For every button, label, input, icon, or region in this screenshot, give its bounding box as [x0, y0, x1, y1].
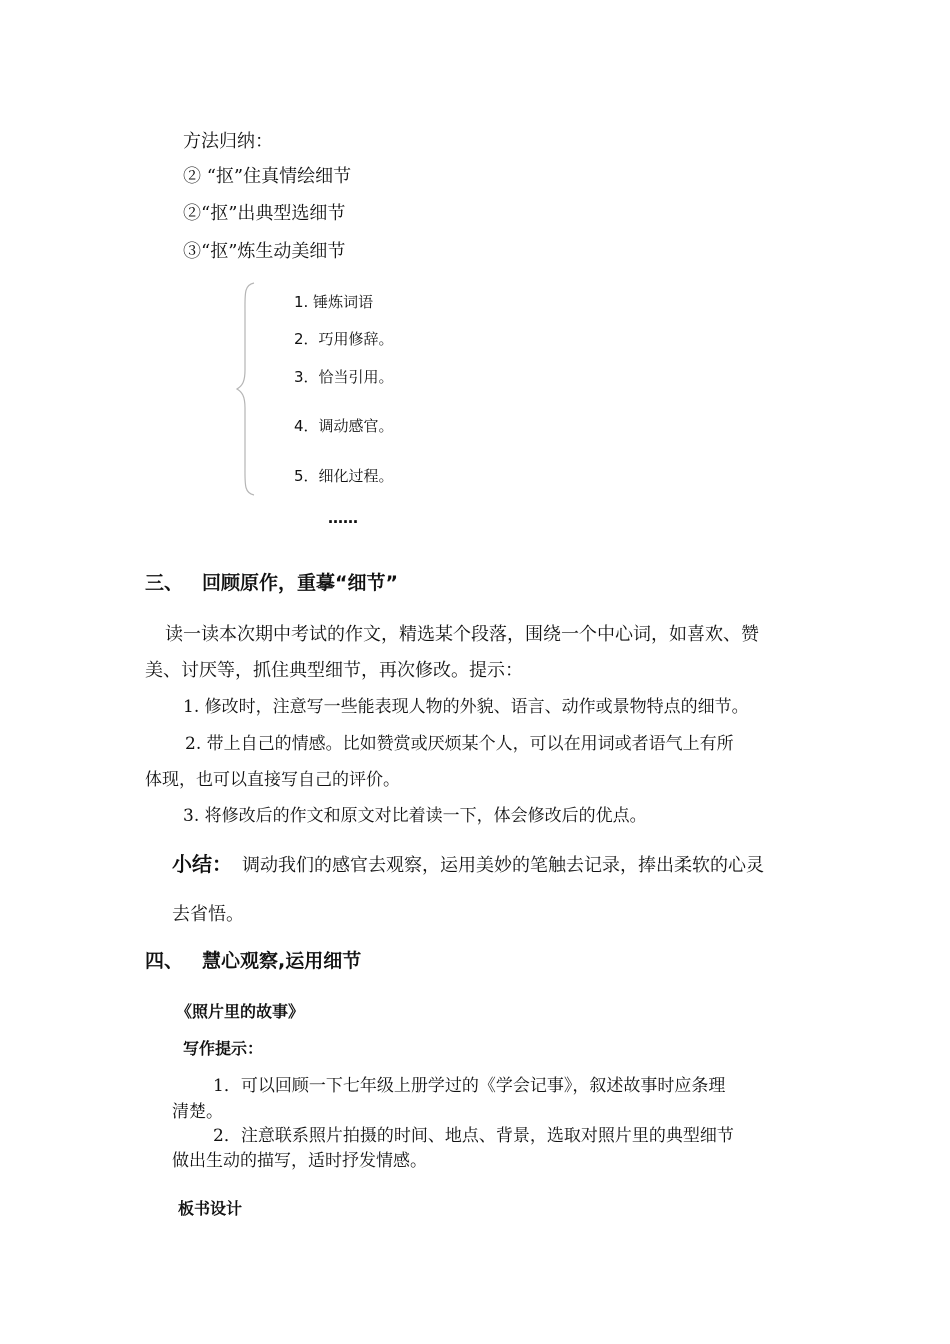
method-item-2: ②“抠”出典型选细节 [183, 203, 346, 224]
tip-1: 1. 修改时，注意写一些能表现人物的外貌、语言、动作或景物特点的细节。 [183, 697, 749, 717]
section3-title: 回顾原作，重摹“细节” [202, 572, 398, 594]
essay-title: 《照片里的故事》 [176, 1002, 305, 1021]
sub-item-4: 4．调动感官。 [294, 417, 394, 435]
hint-1-line2: 清楚。 [172, 1102, 223, 1122]
ellipsis: …… [328, 509, 358, 527]
hint-1-line1: 1．可以回顾一下七年级上册学过的《学会记事》，叙述故事时应条理 [213, 1076, 726, 1096]
board-design-heading: 板书设计 [178, 1199, 243, 1218]
summary-line2: 去省悟。 [172, 904, 244, 925]
tip-2-line1: 2. 带上自己的情感。比如赞赏或厌烦某个人，可以在用词或者语气上有所 [185, 734, 734, 754]
methods-title: 方法归纳： [183, 131, 273, 152]
sub-item-5: 5．细化过程。 [294, 467, 394, 485]
section4-number: 四、 [145, 950, 184, 972]
section3-intro-line1: 读一读本次期中考试的作文，精选某个段落，围绕一个中心词，如喜欢、赞 [165, 624, 759, 645]
sub-item-3: 3．恰当引用。 [294, 368, 394, 386]
sub-item-1: 1. 锤炼词语 [294, 293, 374, 311]
hint-label: 写作提示： [183, 1039, 264, 1058]
curly-brace-icon [236, 282, 256, 496]
sub-item-2: 2．巧用修辞。 [294, 330, 394, 348]
summary-line1: 调动我们的感官去观察，运用美妙的笔触去记录，捧出柔软的心灵 [242, 855, 764, 876]
method-item-3: ③“抠”炼生动美细节 [183, 241, 346, 262]
section4-title: 慧心观察,运用细节 [202, 950, 362, 972]
method-item-1: ② “抠”住真情绘细节 [183, 166, 352, 187]
section3-number: 三、 [145, 572, 184, 594]
hint-2-line1: 2．注意联系照片拍摄的时间、地点、背景，选取对照片里的典型细节 [213, 1126, 734, 1146]
hint-2-line2: 做出生动的描写，适时抒发情感。 [172, 1151, 427, 1171]
tip-2-line2: 体现，也可以直接写自己的评价。 [145, 770, 400, 790]
tip-3: 3. 将修改后的作文和原文对比着读一下，体会修改后的优点。 [183, 806, 647, 826]
section3-intro-line2: 美、讨厌等，抓住典型细节，再次修改。提示： [145, 660, 523, 681]
summary-label: 小结： [172, 852, 232, 876]
